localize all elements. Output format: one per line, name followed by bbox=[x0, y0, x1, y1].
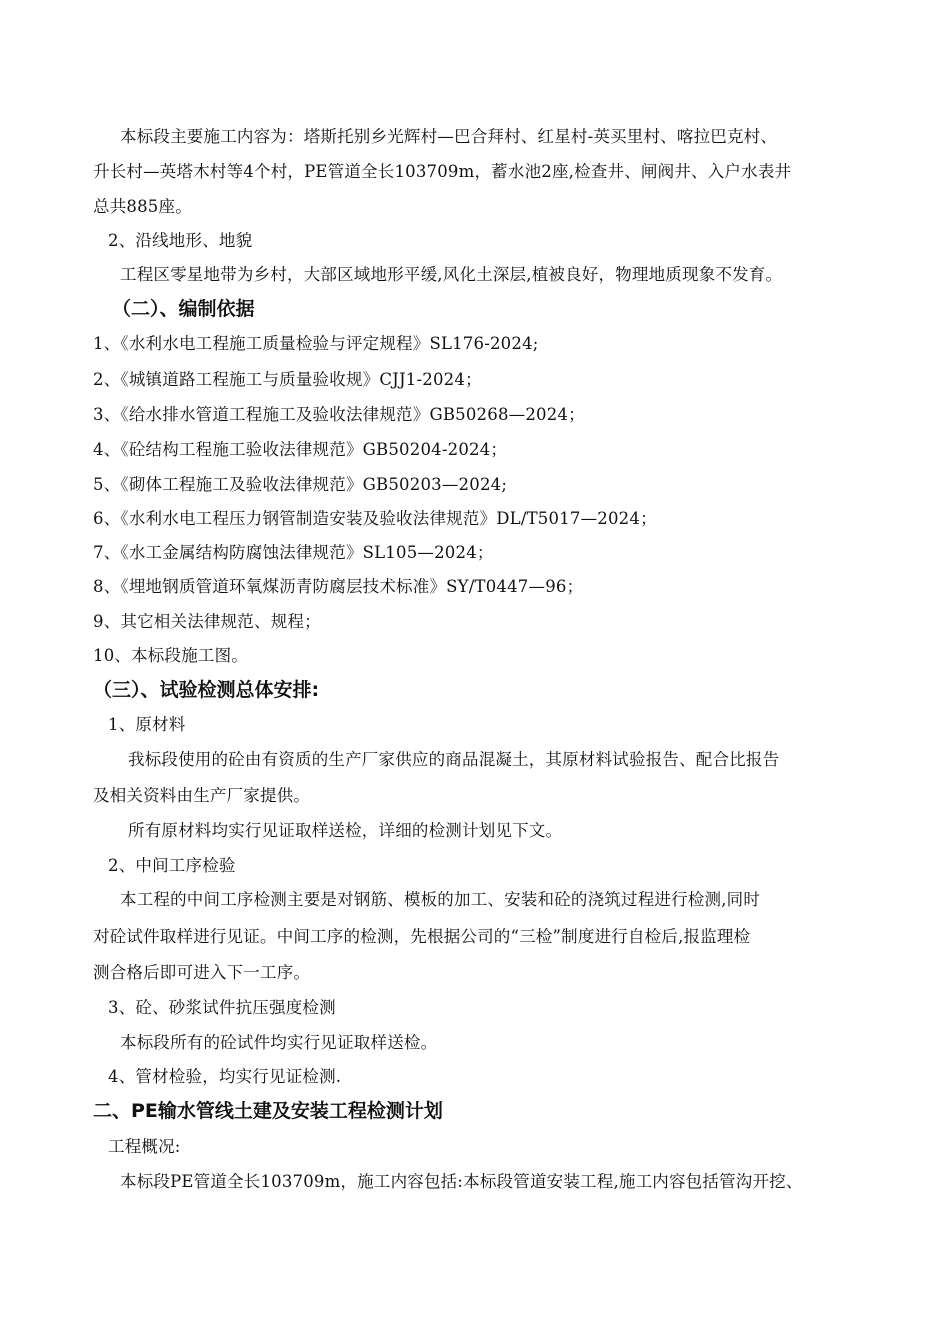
raw-material-line-1: 我标段使用的砼由有资质的生产厂家供应的商品混凝土，其原材料试验报告、配合比报告 bbox=[128, 750, 780, 769]
basis-item-4: 4、《砼结构工程施工验收法律规范》GB50204-2024； bbox=[93, 440, 508, 459]
strength-test-text: 本标段所有的砼试件均实行见证取样送检。 bbox=[120, 1033, 438, 1052]
basis-item-9: 9、其它相关法律规范、规程； bbox=[93, 612, 321, 631]
basis-item-3: 3、《给水排水管道工程施工及验收法律规范》GB50268—2024； bbox=[93, 405, 585, 424]
testing-heading: （三）、试验检测总体安排: bbox=[93, 679, 320, 701]
basis-item-10: 10、本标段施工图。 bbox=[93, 646, 248, 665]
terrain-subtitle: 2、沿线地形、地貌 bbox=[108, 231, 253, 250]
basis-item-2: 2、《城镇道路工程施工与质量验收规》CJJ1-2024； bbox=[93, 370, 482, 389]
raw-material-line-3: 所有原材料均实行见证取样送检，详细的检测计划见下文。 bbox=[128, 821, 563, 840]
pipe-inspection-text: 4、管材检验，均实行见证检测. bbox=[108, 1067, 342, 1086]
basis-heading: （二）、编制依据 bbox=[112, 298, 255, 320]
raw-material-subtitle: 1、原材料 bbox=[108, 715, 186, 734]
basis-item-5: 5、《砌体工程施工及验收法律规范》GB50203—2024; bbox=[93, 475, 508, 494]
intermediate-line-2: 对砼试件取样进行见证。中间工序的检测，先根据公司的“三检”制度进行自检后,报监理检 bbox=[93, 927, 751, 946]
intro-paragraph-line-3: 总共885座。 bbox=[93, 197, 192, 216]
intro-paragraph-line-2: 升长村—英塔木村等4个村，PE管道全长103709m，蓄水池2座,检查井、闸阀井、入户水表井 bbox=[93, 162, 792, 181]
overview-label: 工程概况: bbox=[108, 1137, 181, 1156]
intro-paragraph-line-1: 本标段主要施工内容为：塔斯托别乡光辉村—巴合拜村、红星村-英买里村、喀拉巴克村、 bbox=[120, 127, 778, 146]
intermediate-line-3: 测合格后即可进入下一工序。 bbox=[93, 963, 311, 982]
basis-item-7: 7、《水工金属结构防腐蚀法律规范》SL105—2024； bbox=[93, 543, 494, 562]
strength-test-subtitle: 3、砼、砂浆试件抗压强度检测 bbox=[108, 998, 336, 1017]
basis-item-6: 6、《水利水电工程压力钢管制造安装及验收法律规范》DL/T5017—2024； bbox=[93, 509, 657, 528]
intermediate-subtitle: 2、中间工序检验 bbox=[108, 856, 236, 875]
raw-material-line-2: 及相关资料由生产厂家提供。 bbox=[93, 786, 311, 805]
basis-item-1: 1、《水利水电工程施工质量检验与评定规程》SL176-2024; bbox=[93, 334, 539, 353]
terrain-text: 工程区零星地带为乡村，大部区域地形平缓,风化土深层,植被良好，物理地质现象不发育。 bbox=[120, 265, 783, 284]
section-2-heading: 二、PE输水管线土建及安装工程检测计划 bbox=[93, 1100, 443, 1122]
basis-item-8: 8、《埋地钢质管道环氧煤沥青防腐层技术标准》SY/T0447—96； bbox=[93, 577, 584, 596]
intermediate-line-1: 本工程的中间工序检测主要是对钢筋、模板的加工、安装和砼的浇筑过程进行检测,同时 bbox=[120, 890, 761, 909]
overview-text: 本标段PE管道全长103709m，施工内容包括:本标段管道安装工程,施工内容包括管沟开挖、 bbox=[120, 1172, 803, 1191]
